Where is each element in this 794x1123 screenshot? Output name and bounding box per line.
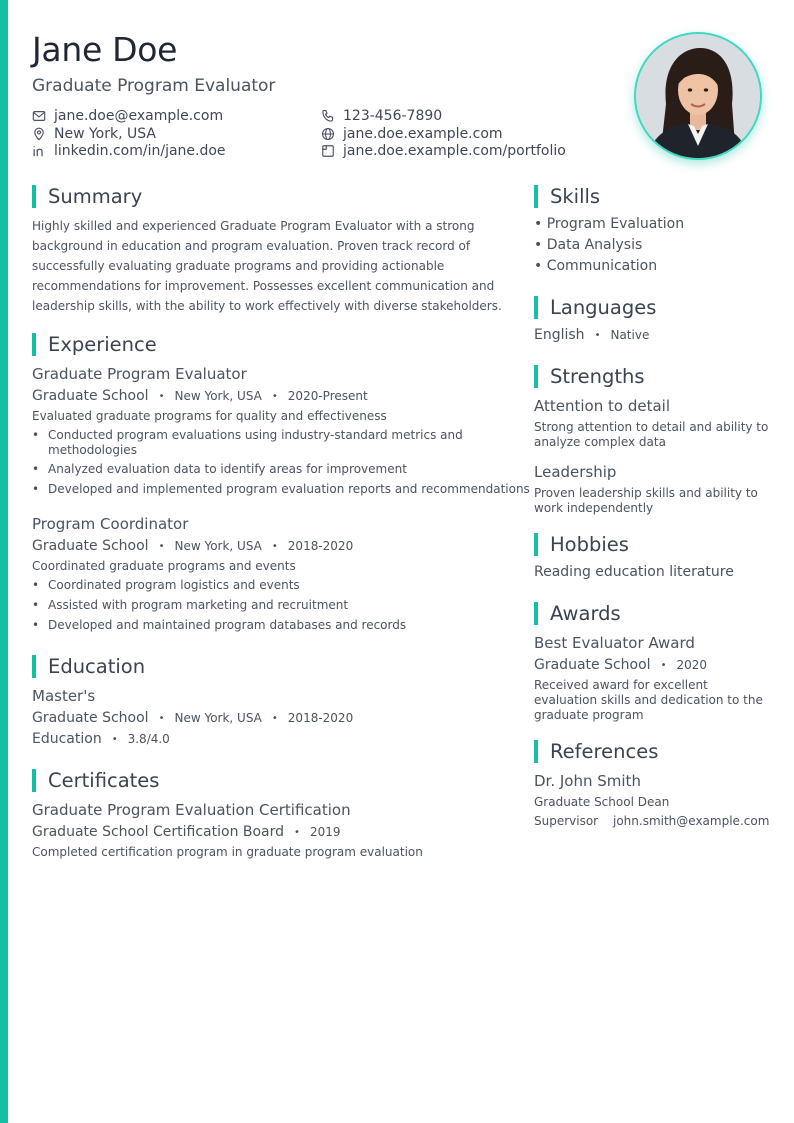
reference-relation: Supervisor [534, 814, 599, 828]
strength-title: Attention to detail [534, 397, 670, 415]
job-location: New York, USA [174, 539, 262, 553]
bullet-icon: • [32, 482, 40, 496]
candidate-name: Jane Doe [32, 30, 178, 69]
separator-dot: • [294, 826, 300, 838]
education-gpa: 3.8/4.0 [127, 732, 170, 746]
separator-dot: • [660, 659, 667, 671]
languages-heading [534, 295, 656, 319]
globe-icon [321, 127, 335, 141]
award-org: Graduate School [534, 657, 651, 673]
separator-dot: • [271, 390, 278, 402]
bullet-icon: • [32, 598, 40, 612]
reference-email[interactable]: john.smith@example.com [613, 814, 770, 828]
award-text: Received award for excellent evaluation skills and dedication to the graduate program [534, 678, 763, 722]
summary-heading-label: Summary [48, 184, 143, 208]
skill-item: • Data Analysis [534, 237, 643, 253]
phone-icon [321, 109, 335, 123]
list-item: • Coordinated program logistics and events [32, 578, 300, 592]
awards-heading-label: Awards [550, 601, 621, 625]
job-org: Graduate School [32, 388, 149, 404]
section-accent [32, 769, 36, 792]
education-field-meta [32, 731, 170, 747]
references-heading [534, 739, 658, 763]
education-dates: 2018-2020 [287, 711, 354, 725]
education-field: Education [32, 731, 102, 747]
strengths-heading-label: Strengths [550, 364, 645, 388]
award-title: Best Evaluator Award [534, 634, 695, 652]
language-level: Native [610, 328, 650, 342]
summary-heading [32, 184, 142, 208]
award-year: 2020 [676, 658, 708, 672]
strength-text: Proven leadership skills and ability to work independently [534, 486, 758, 515]
section-accent [32, 655, 36, 678]
accent-bar [0, 0, 8, 1123]
list-item: • Analyzed evaluation data to identify areas for improvement [32, 462, 407, 476]
certificates-heading [32, 768, 159, 792]
separator-dot: • [271, 540, 278, 552]
job-location: New York, USA [174, 389, 262, 403]
list-item: • Developed and implemented program evaluation reports and recommendations [32, 482, 530, 496]
portrait-illustration [636, 34, 760, 158]
job-description: Coordinated graduate programs and events [32, 559, 296, 573]
list-item: • Assisted with program marketing and recruitment [32, 598, 349, 612]
contact-info [32, 108, 592, 160]
contact-portfolio[interactable] [321, 143, 592, 160]
website-text: jane.doe.example.com [343, 125, 503, 142]
language-item [534, 327, 649, 343]
hobbies-heading-label: Hobbies [550, 532, 629, 556]
summary-text: Highly skilled and experienced Graduate Program Evaluator with a strong background in education and program evaluation. Proven track record of successfully evaluating graduate programs and providing actionable recommendations for improvement. Possesses excellent communication and leadership skills, with the ability to work effectively with diverse stakeholders. [32, 219, 502, 313]
job-meta [32, 538, 353, 554]
profile-photo [634, 32, 762, 160]
reference-position: Graduate School Dean [534, 795, 670, 809]
education-meta [32, 710, 353, 726]
portfolio-text: jane.doe.example.com/portfolio [343, 143, 566, 160]
certificate-meta [32, 824, 341, 840]
section-accent [534, 185, 538, 208]
section-accent [32, 185, 36, 208]
portfolio-icon [321, 144, 335, 158]
list-item: • Conducted program evaluations using industry-standard metrics and methodologies [32, 428, 463, 457]
certificate-issuer: Graduate School Certification Board [32, 824, 285, 840]
reference-name: Dr. John Smith [534, 772, 641, 790]
location-pin-icon [32, 127, 46, 141]
strength-title: Leadership [534, 463, 617, 481]
contact-email[interactable] [32, 108, 321, 125]
list-item: • Developed and maintained program databases and records [32, 618, 407, 632]
hobbies-heading [534, 532, 629, 556]
separator-dot: • [158, 540, 165, 552]
job-dates: 2018-2020 [287, 539, 354, 553]
section-accent [534, 365, 538, 388]
email-text: jane.doe@example.com [54, 108, 224, 125]
references-heading-label: References [550, 739, 659, 763]
job-description: Evaluated graduate programs for quality and effectiveness [32, 409, 387, 423]
job-title: Program Coordinator [32, 515, 189, 533]
job-meta [32, 388, 368, 404]
linkedin-icon [32, 144, 46, 158]
strengths-heading [534, 364, 645, 388]
mail-icon [32, 109, 46, 123]
contact-location [32, 126, 321, 143]
section-accent [534, 296, 538, 319]
separator-dot: • [271, 712, 278, 724]
bullet-icon: • [32, 428, 40, 442]
contact-linkedin[interactable] [32, 143, 321, 160]
experience-heading [32, 332, 157, 356]
bullet-icon: • [32, 618, 40, 632]
linkedin-text: linkedin.com/in/jane.doe [54, 143, 226, 160]
separator-dot: • [158, 390, 165, 402]
award-meta [534, 657, 707, 673]
job-dates: 2020-Present [287, 389, 368, 403]
education-heading-label: Education [48, 654, 146, 678]
certificate-year: 2019 [309, 825, 341, 839]
certificate-name: Graduate Program Evaluation Certification [32, 801, 351, 819]
contact-phone[interactable] [321, 108, 592, 125]
languages-heading-label: Languages [550, 295, 657, 319]
separator-dot: • [594, 329, 601, 341]
phone-text: 123-456-7890 [343, 108, 443, 125]
school-location: New York, USA [174, 711, 262, 725]
separator-dot: • [111, 733, 118, 745]
bullet-icon: • [32, 578, 40, 592]
skills-heading [534, 184, 600, 208]
separator-dot: • [158, 712, 165, 724]
strength-text: Strong attention to detail and ability to analyze complex data [534, 420, 769, 449]
bullet-icon: • [32, 462, 40, 476]
certificates-heading-label: Certificates [48, 768, 160, 792]
job-org: Graduate School [32, 538, 149, 554]
section-accent [32, 333, 36, 356]
school-name: Graduate School [32, 710, 149, 726]
skill-item: • Communication [534, 258, 658, 274]
awards-heading [534, 601, 621, 625]
hobby-item: Reading education literature [534, 564, 734, 580]
section-accent [534, 602, 538, 625]
section-accent [534, 740, 538, 763]
section-accent [534, 533, 538, 556]
job-title: Graduate Program Evaluator [32, 365, 247, 383]
contact-website[interactable] [321, 126, 592, 143]
certificate-description: Completed certification program in graduate program evaluation [32, 845, 423, 859]
location-text: New York, USA [54, 125, 156, 142]
candidate-headline: Graduate Program Evaluator [32, 76, 276, 96]
experience-heading-label: Experience [48, 332, 157, 356]
skill-item: • Program Evaluation [534, 216, 685, 232]
skills-heading-label: Skills [550, 184, 601, 208]
language-name: English [534, 327, 585, 343]
education-heading [32, 654, 145, 678]
degree-title: Master's [32, 687, 96, 705]
